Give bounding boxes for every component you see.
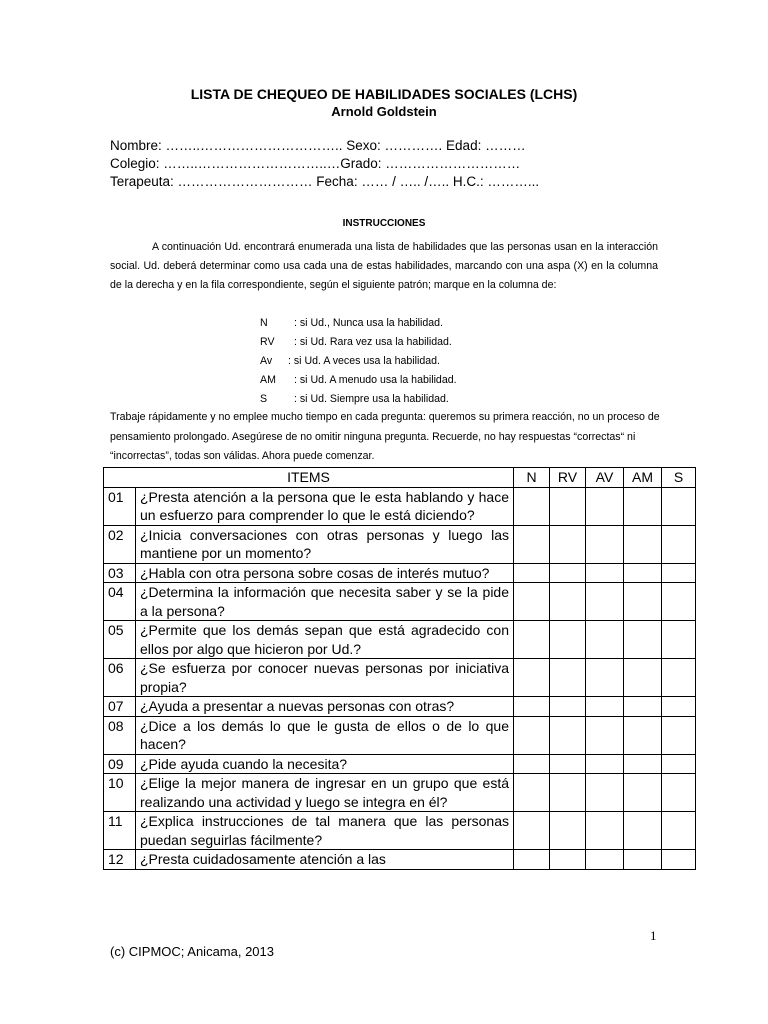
legend-list — [260, 314, 457, 409]
header-items: ITEMS — [104, 468, 514, 488]
answer-cell-n[interactable] — [514, 525, 550, 563]
answer-cell-am[interactable] — [624, 812, 662, 850]
answer-cell-n[interactable] — [514, 812, 550, 850]
table-row — [104, 716, 696, 754]
answer-cell-rv[interactable] — [550, 621, 586, 659]
answer-cell-rv[interactable] — [550, 659, 586, 697]
answer-cell-am[interactable] — [624, 697, 662, 717]
legend-item: Av : si Ud. A veces usa la habilidad. — [260, 355, 440, 367]
item-question: ¿Presta atención a la persona que le esta hablando y hace un esfuerzo para comprender lo que le está diciendo? — [136, 487, 514, 525]
table-row — [104, 583, 696, 621]
answer-cell-am[interactable] — [624, 774, 662, 812]
header-rv: RV — [550, 468, 586, 488]
item-number: 05 — [104, 621, 136, 659]
answer-cell-rv[interactable] — [550, 525, 586, 563]
item-number: 09 — [104, 754, 136, 774]
answer-cell-n[interactable] — [514, 697, 550, 717]
answer-cell-rv[interactable] — [550, 583, 586, 621]
answer-cell-n[interactable] — [514, 621, 550, 659]
answer-cell-rv[interactable] — [550, 774, 586, 812]
answer-cell-rv[interactable] — [550, 812, 586, 850]
item-question: ¿Se esfuerza por conocer nuevas personas por iniciativa propia? — [136, 659, 514, 697]
answer-cell-n[interactable] — [514, 583, 550, 621]
item-number: 04 — [104, 583, 136, 621]
answer-cell-s[interactable] — [662, 563, 696, 583]
item-question: ¿Habla con otra persona sobre cosas de interés mutuo? — [136, 563, 514, 583]
answer-cell-s[interactable] — [662, 754, 696, 774]
item-question: ¿Determina la información que necesita saber y se la pide a la persona? — [136, 583, 514, 621]
field-line-nombre: Nombre: ……..………………………….. Sexo: …………. Edad: ……… — [110, 138, 526, 153]
answer-cell-av[interactable] — [586, 563, 624, 583]
table-row — [104, 850, 696, 870]
answer-cell-am[interactable] — [624, 525, 662, 563]
answer-cell-s[interactable] — [662, 774, 696, 812]
instructions-paragraph — [110, 238, 658, 296]
answer-cell-av[interactable] — [586, 774, 624, 812]
answer-cell-s[interactable] — [662, 697, 696, 717]
item-number: 12 — [104, 850, 136, 870]
field-line-colegio: Colegio: ……..………………………..…Grado: ………………………… — [110, 156, 521, 171]
table-header-row — [104, 468, 696, 488]
answer-cell-n[interactable] — [514, 487, 550, 525]
table-row — [104, 621, 696, 659]
item-question: ¿Ayuda a presentar a nuevas personas con otras? — [136, 697, 514, 717]
legend-item: S : si Ud. Siempre usa la habilidad. — [260, 393, 449, 405]
item-question: ¿Dice a los demás lo que le gusta de ellos o de lo que hacen? — [136, 716, 514, 754]
answer-cell-av[interactable] — [586, 583, 624, 621]
answer-cell-rv[interactable] — [550, 754, 586, 774]
answer-cell-n[interactable] — [514, 850, 550, 870]
item-number: 10 — [104, 774, 136, 812]
table-row — [104, 697, 696, 717]
field-line-terapeuta: Terapeuta: ………………………… Fecha: …… / ….. /….. H.C.: ………... — [110, 174, 540, 189]
instructions-closing: Trabaje rápidamente y no emplee mucho tiempo en cada pregunta: queremos su primera reacción, no un proceso de pensamiento prolongado. Asegúrese de no omitir ninguna pregunta. Recuerde, no hay respuestas “correctas“ ni “incorrectas”, todas son válidas. Ahora puede comenzar. — [110, 411, 660, 463]
answer-cell-av[interactable] — [586, 812, 624, 850]
answer-cell-n[interactable] — [514, 563, 550, 583]
answer-cell-av[interactable] — [586, 621, 624, 659]
document-author: Arnold Goldstein — [331, 104, 437, 119]
item-question: ¿Elige la mejor manera de ingresar en un grupo que está realizando una actividad y luego se integra en él? — [136, 774, 514, 812]
answer-cell-s[interactable] — [662, 583, 696, 621]
copyright-footer: (c) CIPMOC; Anicama, 2013 — [110, 944, 274, 959]
answer-cell-am[interactable] — [624, 754, 662, 774]
item-number: 01 — [104, 487, 136, 525]
answer-cell-rv[interactable] — [550, 563, 586, 583]
answer-cell-av[interactable] — [586, 659, 624, 697]
legend-item: AM : si Ud. A menudo usa la habilidad. — [260, 374, 457, 386]
answer-cell-s[interactable] — [662, 850, 696, 870]
table-row — [104, 754, 696, 774]
answer-cell-am[interactable] — [624, 563, 662, 583]
item-number: 06 — [104, 659, 136, 697]
answer-cell-av[interactable] — [586, 716, 624, 754]
table-row — [104, 563, 696, 583]
table-row — [104, 774, 696, 812]
items-table — [103, 467, 696, 870]
table-row — [104, 812, 696, 850]
item-question: ¿Inicia conversaciones con otras personas y luego las mantiene por un momento? — [136, 525, 514, 563]
answer-cell-s[interactable] — [662, 716, 696, 754]
answer-cell-av[interactable] — [586, 525, 624, 563]
table-row — [104, 525, 696, 563]
item-question: ¿Pide ayuda cuando la necesita? — [136, 754, 514, 774]
answer-cell-av[interactable] — [586, 487, 624, 525]
answer-cell-am[interactable] — [624, 487, 662, 525]
answer-cell-av[interactable] — [586, 697, 624, 717]
legend-item: RV : si Ud. Rara vez usa la habilidad. — [260, 336, 452, 348]
header-av: AV — [586, 468, 624, 488]
answer-cell-am[interactable] — [624, 583, 662, 621]
answer-cell-rv[interactable] — [550, 716, 586, 754]
header-n: N — [514, 468, 550, 488]
answer-cell-s[interactable] — [662, 525, 696, 563]
item-number: 11 — [104, 812, 136, 850]
answer-cell-am[interactable] — [624, 850, 662, 870]
item-number: 02 — [104, 525, 136, 563]
answer-cell-rv[interactable] — [550, 697, 586, 717]
item-question: ¿Explica instrucciones de tal manera que las personas puedan seguirlas fácilmente? — [136, 812, 514, 850]
document-title: LISTA DE CHEQUEO DE HABILIDADES SOCIALES (LCHS) — [190, 86, 578, 102]
answer-cell-rv[interactable] — [550, 487, 586, 525]
answer-cell-n[interactable] — [514, 774, 550, 812]
answer-cell-n[interactable] — [514, 754, 550, 774]
answer-cell-n[interactable] — [514, 659, 550, 697]
table-row — [104, 487, 696, 525]
table-row — [104, 659, 696, 697]
answer-cell-av[interactable] — [586, 754, 624, 774]
item-number: 03 — [104, 563, 136, 583]
answer-cell-n[interactable] — [514, 716, 550, 754]
answer-cell-rv[interactable] — [550, 850, 586, 870]
item-number: 08 — [104, 716, 136, 754]
item-question: ¿Presta cuidadosamente atención a las — [136, 850, 514, 870]
instructions-paragraph-text: A continuación Ud. encontrará enumerada una lista de habilidades que las personas usan en la interacción social. Ud. deberá determinar como usa cada una de estas habilidades, marcando con una aspa (X) en la columna de la derecha y en la fila correspondiente, según el siguiente patrón; marque en la columna de: — [110, 241, 658, 292]
answer-cell-s[interactable] — [662, 621, 696, 659]
answer-cell-am[interactable] — [624, 716, 662, 754]
answer-cell-s[interactable] — [662, 812, 696, 850]
answer-cell-am[interactable] — [624, 659, 662, 697]
legend-item: N : si Ud., Nunca usa la habilidad. — [260, 317, 443, 329]
answer-cell-s[interactable] — [662, 487, 696, 525]
answer-cell-av[interactable] — [586, 850, 624, 870]
answer-cell-s[interactable] — [662, 659, 696, 697]
item-question: ¿Permite que los demás sepan que está agradecido con ellos por algo que hicieron por Ud.? — [136, 621, 514, 659]
instructions-heading: INSTRUCCIONES — [342, 218, 426, 229]
page-number: 1 — [650, 928, 657, 943]
header-am: AM — [624, 468, 662, 488]
header-s: S — [662, 468, 696, 488]
item-number: 07 — [104, 697, 136, 717]
answer-cell-am[interactable] — [624, 621, 662, 659]
